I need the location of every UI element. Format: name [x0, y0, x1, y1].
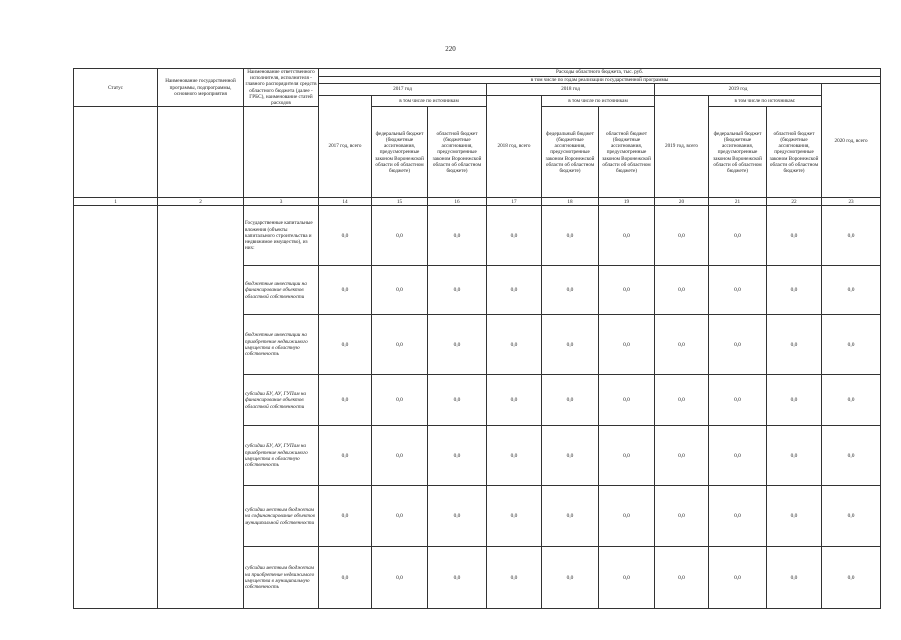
- value-cell: 0,0: [599, 486, 655, 547]
- value-cell: 0,0: [709, 547, 767, 609]
- value-cell: 0,0: [599, 206, 655, 266]
- budget-table: [73, 68, 881, 609]
- header-2017-federal: федеральный бюджет (бюджетные ассигнования, предусмотренные законом Воронежской области об областном бюджете): [372, 107, 428, 198]
- value-cell: 0,0: [542, 426, 599, 486]
- value-cell: 0,0: [542, 547, 599, 609]
- header-2017-total: 2017 год, всего: [319, 95, 372, 198]
- page-number: 220: [445, 45, 456, 53]
- value-cell: 0,0: [487, 486, 542, 547]
- header-2017-sources: в том числе по источникам: [372, 95, 487, 107]
- value-cell: 0,0: [487, 426, 542, 486]
- value-cell: 0,0: [822, 315, 881, 375]
- value-cell: 0,0: [655, 375, 709, 426]
- value-cell: 0,0: [822, 547, 881, 609]
- header-2017-regional: областной бюджет (бюджетные ассигнования, предусмотренные законом Воронежской области об областном бюджете): [428, 107, 487, 198]
- row-label: субсидии БУ, АУ, ГУПам на финансирование объектов областной собственности: [244, 375, 319, 426]
- value-cell: 0,0: [767, 426, 822, 486]
- header-expenses: Расходы областного бюджета, тыс. руб.: [319, 69, 881, 77]
- value-cell: 0,0: [372, 486, 428, 547]
- value-cell: 0,0: [655, 266, 709, 315]
- header-2019-regional: областной бюджет (бюджетные ассигнования, предусмотренные законом Воронежской области об областном бюджете): [767, 107, 822, 198]
- header-year-2018: 2018 год: [487, 84, 655, 96]
- value-cell: 0,0: [599, 547, 655, 609]
- value-cell: 0,0: [487, 266, 542, 315]
- header-status: Статус: [74, 69, 158, 107]
- value-cell: 0,0: [319, 486, 372, 547]
- value-cell: 0,0: [822, 426, 881, 486]
- row-label: субсидии местным бюджетам на софинансирование объектов муниципальной собственности: [244, 486, 319, 547]
- value-cell: 0,0: [767, 547, 822, 609]
- header-2019-federal: федеральный бюджет (бюджетные ассигнования, предусмотренные законом Воронежской области об областном бюджете): [709, 107, 767, 198]
- column-number: 2: [158, 198, 244, 206]
- column-number: 23: [822, 198, 881, 206]
- value-cell: 0,0: [372, 375, 428, 426]
- value-cell: 0,0: [428, 206, 487, 266]
- value-cell: 0,0: [767, 486, 822, 547]
- value-cell: 0,0: [428, 375, 487, 426]
- column-number: 18: [542, 198, 599, 206]
- value-cell: 0,0: [372, 547, 428, 609]
- row-label: Государственные капитальные вложения (объекты капитального строительства и недвижимое имущество), из них:: [244, 206, 319, 266]
- value-cell: 0,0: [709, 266, 767, 315]
- header-executor: Наименование ответственного исполнителя, исполнителя - главного распорядителя средств областного бюджета (далее - ГРБС), наименование статей расходов: [245, 69, 317, 107]
- value-cell: 0,0: [655, 426, 709, 486]
- value-cell: 0,0: [428, 547, 487, 609]
- value-cell: 0,0: [655, 206, 709, 266]
- value-cell: 0,0: [599, 315, 655, 375]
- header-2020-total: 2020 год, всего: [822, 84, 881, 198]
- header-2019-total: 2019 год, всего: [655, 95, 709, 198]
- column-numbers-row: [74, 198, 881, 206]
- value-cell: 0,0: [487, 315, 542, 375]
- value-cell: 0,0: [487, 375, 542, 426]
- value-cell: 0,0: [542, 315, 599, 375]
- column-number: 20: [655, 198, 709, 206]
- header-program-name: Наименование государственной программы, подпрограммы, основного мероприятия: [158, 69, 244, 107]
- value-cell: 0,0: [599, 426, 655, 486]
- value-cell: 0,0: [372, 206, 428, 266]
- value-cell: 0,0: [655, 315, 709, 375]
- value-cell: 0,0: [767, 375, 822, 426]
- row-label: бюджетные инвестиции на приобретение недвижимого имущества в областную собственность: [244, 315, 319, 375]
- value-cell: 0,0: [822, 206, 881, 266]
- column-number: 14: [319, 198, 372, 206]
- value-cell: 0,0: [767, 206, 822, 266]
- value-cell: 0,0: [372, 266, 428, 315]
- column-number: 19: [599, 198, 655, 206]
- value-cell: 0,0: [709, 426, 767, 486]
- value-cell: 0,0: [542, 206, 599, 266]
- value-cell: 0,0: [542, 375, 599, 426]
- value-cell: 0,0: [319, 266, 372, 315]
- value-cell: 0,0: [767, 315, 822, 375]
- value-cell: 0,0: [542, 486, 599, 547]
- value-cell: 0,0: [428, 426, 487, 486]
- column-number: 17: [487, 198, 542, 206]
- row-label: бюджетные инвестиции на финансирование объектов областной собственности: [244, 266, 319, 315]
- value-cell: 0,0: [599, 375, 655, 426]
- value-cell: 0,0: [542, 266, 599, 315]
- column-number: 3: [244, 198, 319, 206]
- value-cell: 0,0: [319, 547, 372, 609]
- value-cell: 0,0: [709, 315, 767, 375]
- row-label: субсидии местным бюджетам на приобретение недвижимого имущества в муниципальную собственность: [244, 547, 319, 609]
- column-number: 16: [428, 198, 487, 206]
- value-cell: 0,0: [767, 266, 822, 315]
- value-cell: 0,0: [487, 206, 542, 266]
- column-number: 21: [709, 198, 767, 206]
- value-cell: 0,0: [428, 315, 487, 375]
- program-name-cell: [158, 206, 244, 609]
- status-cell: [74, 206, 158, 609]
- value-cell: 0,0: [319, 375, 372, 426]
- value-cell: 0,0: [487, 547, 542, 609]
- value-cell: 0,0: [709, 206, 767, 266]
- value-cell: 0,0: [319, 426, 372, 486]
- value-cell: 0,0: [709, 486, 767, 547]
- column-number: 15: [372, 198, 428, 206]
- value-cell: 0,0: [319, 315, 372, 375]
- table-row: [74, 206, 881, 266]
- header-2018-regional: областной бюджет (бюджетные ассигнования, предусмотренные законом Воронежской области об областном бюджете): [599, 107, 655, 198]
- value-cell: 0,0: [655, 547, 709, 609]
- header-2018-sources: в том числе по источникам: [542, 95, 655, 107]
- value-cell: 0,0: [822, 486, 881, 547]
- value-cell: 0,0: [822, 375, 881, 426]
- header-2018-federal: федеральный бюджет (бюджетные ассигнования, предусмотренные законом Воронежской области об областном бюджете): [542, 107, 599, 198]
- value-cell: 0,0: [319, 206, 372, 266]
- column-number: 22: [767, 198, 822, 206]
- header-year-2019: 2019 год: [655, 84, 822, 96]
- value-cell: 0,0: [655, 486, 709, 547]
- header-2019-sources: в том числе по источникам:: [709, 95, 822, 107]
- value-cell: 0,0: [372, 315, 428, 375]
- value-cell: 0,0: [822, 266, 881, 315]
- value-cell: 0,0: [428, 266, 487, 315]
- value-cell: 0,0: [709, 375, 767, 426]
- header-2018-total: 2018 год, всего: [487, 95, 542, 198]
- value-cell: 0,0: [428, 486, 487, 547]
- value-cell: 0,0: [599, 266, 655, 315]
- value-cell: 0,0: [372, 426, 428, 486]
- header-by-years: в том числе по годам реализации государственной программы: [319, 77, 881, 84]
- header-year-2017: 2017 год: [319, 84, 487, 96]
- row-label: субсидии БУ, АУ, ГУПам на приобретение недвижимого имущества в областную собственность: [244, 426, 319, 486]
- column-number: 1: [74, 198, 158, 206]
